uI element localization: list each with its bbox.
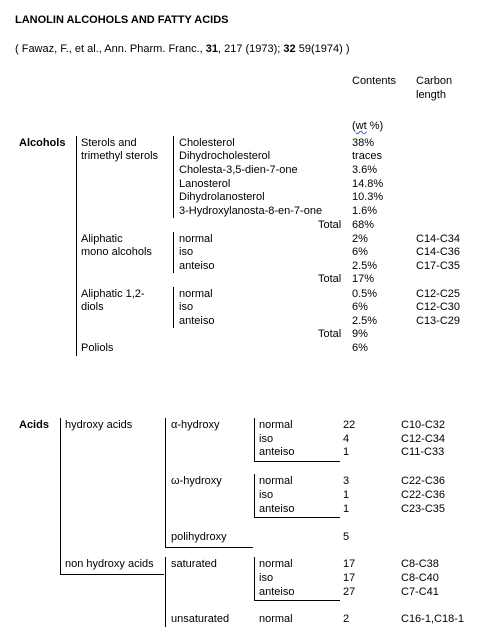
saturated-value: 27 bbox=[343, 586, 356, 598]
alpha-carbon: C12-C34 bbox=[401, 433, 446, 445]
saturated-carbon: C8-C38 bbox=[401, 558, 439, 570]
mono-carbon: C14-C34 bbox=[416, 233, 461, 245]
acids-label: Acids bbox=[19, 419, 49, 431]
poliols-label: Poliols bbox=[81, 342, 114, 354]
omega-carbon: C22-C36 bbox=[401, 489, 446, 501]
omega-name: normal bbox=[259, 475, 293, 487]
mono-carbon: C14-C36 bbox=[416, 246, 461, 258]
diol-value: 2.5% bbox=[352, 315, 378, 327]
citation-suffix: 59(1974) ) bbox=[295, 43, 350, 55]
alcohols-bracket bbox=[76, 136, 77, 356]
citation-volume-2: 32 bbox=[283, 43, 296, 55]
mono-name: anteiso bbox=[179, 260, 215, 272]
diol-name: normal bbox=[179, 288, 213, 300]
alpha-value: 22 bbox=[343, 419, 356, 431]
saturated-label: saturated bbox=[171, 558, 217, 570]
diols-bracket bbox=[173, 287, 174, 328]
unsaturated-carbon: C16-1,C18-1 bbox=[401, 613, 464, 625]
omega-underline bbox=[254, 517, 340, 518]
sterols-group-line1: Sterols and bbox=[81, 137, 137, 149]
aliphatic-mono-line1: Aliphatic bbox=[81, 233, 123, 245]
alpha-value: 4 bbox=[343, 433, 350, 445]
omega-name: iso bbox=[259, 489, 274, 501]
hydroxy-bracket bbox=[165, 418, 166, 548]
diol-carbon: C13-C29 bbox=[416, 315, 461, 327]
omega-value: 1 bbox=[343, 489, 350, 501]
unsaturated-label: unsaturated bbox=[171, 613, 230, 625]
alpha-underline bbox=[254, 461, 340, 462]
sterols-total-label: Total bbox=[318, 219, 342, 231]
saturated-underline bbox=[254, 600, 340, 601]
alcohols-label: Alcohols bbox=[19, 137, 66, 149]
mono-value: 2.5% bbox=[352, 260, 378, 272]
diols-total-label: Total bbox=[318, 328, 342, 340]
diol-carbon: C12-C30 bbox=[416, 301, 461, 313]
omega-carbon: C22-C36 bbox=[401, 475, 446, 487]
saturated-name: anteiso bbox=[259, 586, 295, 598]
mono-name: iso bbox=[179, 246, 194, 258]
sterol-name: Cholesta-3,5-dien-7-one bbox=[179, 164, 298, 176]
non-hydroxy-bracket bbox=[165, 557, 166, 627]
acids-underline bbox=[60, 574, 164, 575]
unit-header bbox=[352, 120, 383, 133]
saturated-name: normal bbox=[259, 558, 293, 570]
mono-name: normal bbox=[179, 233, 213, 245]
unit-word: wt bbox=[355, 120, 367, 132]
sterol-name: Cholesterol bbox=[179, 137, 235, 149]
omega-value: 1 bbox=[343, 503, 350, 515]
mono-total-value: 17% bbox=[352, 273, 375, 285]
diol-carbon: C12-C25 bbox=[416, 288, 461, 300]
unsaturated-name: normal bbox=[259, 613, 293, 625]
saturated-carbon: C7-C41 bbox=[401, 586, 439, 598]
alpha-hydroxy-label: α-hydroxy bbox=[171, 419, 220, 431]
alpha-value: 1 bbox=[343, 446, 350, 458]
hydroxy-acids-label: hydroxy acids bbox=[65, 419, 133, 431]
hydroxy-underline bbox=[165, 547, 253, 548]
sterol-name: Dihydrolanosterol bbox=[179, 191, 265, 203]
carbon-header-line1: Carbon bbox=[416, 75, 453, 87]
polihydroxy-label: polihydroxy bbox=[171, 531, 227, 543]
poliols-value: 6% bbox=[352, 342, 368, 354]
diol-value: 6% bbox=[352, 301, 368, 313]
sterol-value: 1.6% bbox=[352, 205, 378, 217]
sterol-value: 14.8% bbox=[352, 178, 384, 190]
sterol-value: 10.3% bbox=[352, 191, 384, 203]
mono-carbon: C17-C35 bbox=[416, 260, 461, 272]
sterol-name: 3-Hydroxylanosta-8-en-7-one bbox=[179, 205, 323, 217]
citation-volume-1: 31 bbox=[205, 43, 218, 55]
document-title: LANOLIN ALCOHOLS AND FATTY ACIDS bbox=[15, 14, 229, 26]
sterol-value: 38% bbox=[352, 137, 375, 149]
diols-line1: Aliphatic 1,2- bbox=[81, 288, 145, 300]
omega-bracket bbox=[254, 474, 255, 518]
sterol-value: 3.6% bbox=[352, 164, 378, 176]
alpha-name: anteiso bbox=[259, 446, 295, 458]
carbon-header-line2: length bbox=[416, 89, 446, 101]
diol-value: 0.5% bbox=[352, 288, 378, 300]
sterol-name: Lanosterol bbox=[179, 178, 231, 190]
citation-mid: , 217 (1973); bbox=[217, 43, 284, 55]
alpha-name: iso bbox=[259, 433, 274, 445]
saturated-name: iso bbox=[259, 572, 274, 584]
sterols-bracket bbox=[173, 136, 174, 218]
unit-close: %) bbox=[366, 120, 384, 132]
omega-carbon: C23-C35 bbox=[401, 503, 446, 515]
mono-value: 2% bbox=[352, 233, 368, 245]
alpha-carbon: C10-C32 bbox=[401, 419, 446, 431]
sterols-group-line2: trimethyl sterols bbox=[81, 150, 159, 162]
citation bbox=[15, 43, 349, 56]
saturated-carbon: C8-C40 bbox=[401, 572, 439, 584]
diols-total-value: 9% bbox=[352, 328, 368, 340]
sterols-total-value: 68% bbox=[352, 219, 375, 231]
omega-value: 3 bbox=[343, 475, 350, 487]
saturated-value: 17 bbox=[343, 558, 356, 570]
mono-value: 6% bbox=[352, 246, 368, 258]
saturated-bracket bbox=[254, 557, 255, 601]
diol-name: iso bbox=[179, 301, 194, 313]
acids-bracket bbox=[60, 418, 61, 575]
unit-open: ( bbox=[352, 120, 356, 132]
aliphatic-mono-line2: mono alcohols bbox=[81, 246, 152, 258]
alpha-bracket bbox=[254, 418, 255, 462]
non-hydroxy-acids-label: non hydroxy acids bbox=[65, 558, 154, 570]
alpha-carbon: C11-C33 bbox=[401, 446, 445, 458]
diols-line2: diols bbox=[81, 301, 104, 313]
citation-prefix: ( Fawaz, F., et al., Ann. Pharm. Franc., bbox=[15, 43, 206, 55]
unsaturated-value: 2 bbox=[343, 613, 350, 625]
polihydroxy-value: 5 bbox=[343, 531, 350, 543]
mono-bracket bbox=[173, 232, 174, 273]
contents-header: Contents bbox=[352, 75, 397, 87]
sterol-value: traces bbox=[352, 150, 382, 162]
diol-name: anteiso bbox=[179, 315, 215, 327]
omega-hydroxy-label: ω-hydroxy bbox=[171, 475, 222, 487]
alpha-name: normal bbox=[259, 419, 293, 431]
sterol-name: Dihydrocholesterol bbox=[179, 150, 271, 162]
mono-total-label: Total bbox=[318, 273, 342, 285]
saturated-value: 17 bbox=[343, 572, 356, 584]
omega-name: anteiso bbox=[259, 503, 295, 515]
